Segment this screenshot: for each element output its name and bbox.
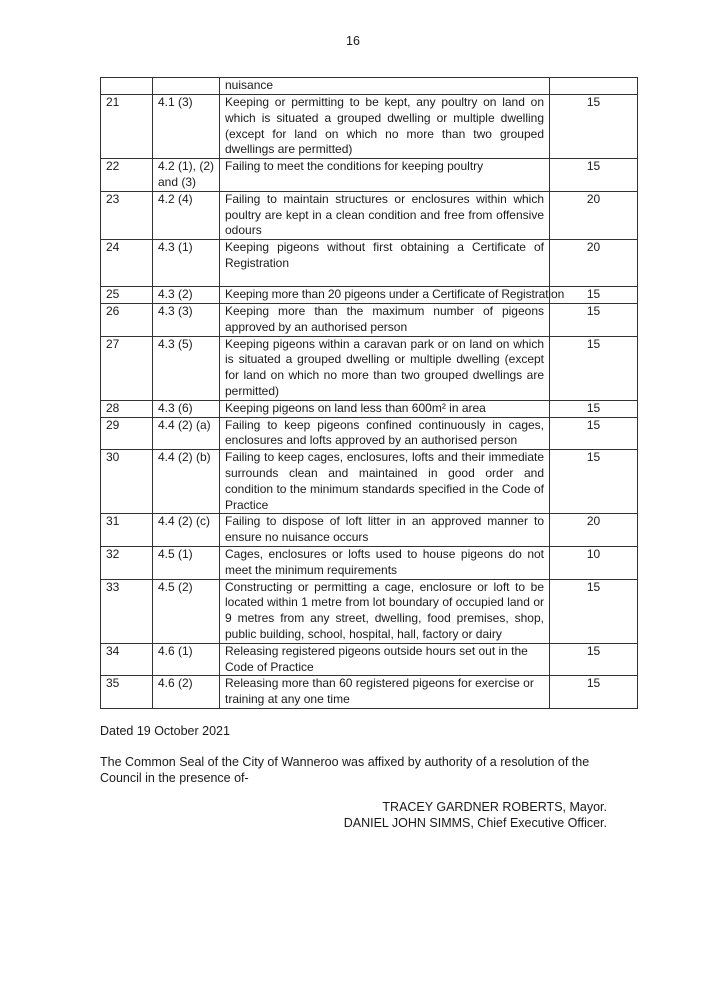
- table-row: [101, 450, 638, 514]
- offence-number-cell: 23: [101, 191, 153, 239]
- common-seal-statement: The Common Seal of the City of Wanneroo was affixed by authority of a resolution of the Council in the presence of-: [100, 755, 590, 785]
- description-cell: Failing to dispose of loft litter in an approved manner to ensure no nuisance occurs: [220, 514, 550, 547]
- offence-number-cell: 26: [101, 303, 153, 336]
- table-row: [101, 303, 638, 336]
- table-row: [101, 579, 638, 643]
- dated-line: Dated 19 October 2021: [100, 724, 230, 738]
- offence-number-cell: 22: [101, 159, 153, 192]
- table-row: [101, 336, 638, 400]
- offence-number-cell: 35: [101, 676, 153, 709]
- description-cell: nuisance: [220, 78, 550, 95]
- offence-number-cell: 24: [101, 240, 153, 287]
- table-row: [101, 78, 638, 95]
- table-row: [101, 287, 638, 304]
- description-cell: Failing to meet the conditions for keeping poultry: [220, 159, 550, 192]
- clause-cell: 4.4 (2) (c): [153, 514, 220, 547]
- penalty-units-cell: 15: [550, 417, 638, 450]
- table-row: [101, 400, 638, 417]
- offence-number-cell: 21: [101, 95, 153, 159]
- offence-number-cell: 27: [101, 336, 153, 400]
- penalty-units-cell: 15: [550, 450, 638, 514]
- penalty-units-cell: 15: [550, 159, 638, 192]
- clause-cell: 4.4 (2) (a): [153, 417, 220, 450]
- clause-cell: 4.3 (5): [153, 336, 220, 400]
- clause-cell: 4.5 (1): [153, 546, 220, 579]
- description-cell: Keeping more than 20 pigeons under a Certificate of Registration: [220, 287, 550, 304]
- penalty-units-cell: 15: [550, 643, 638, 676]
- offence-number-cell: 25: [101, 287, 153, 304]
- description-cell: Releasing more than 60 registered pigeons for exercise or training at any one time: [220, 676, 550, 709]
- description-cell: Cages, enclosures or lofts used to house pigeons do not meet the minimum requirements: [220, 546, 550, 579]
- penalty-units-cell: 15: [550, 336, 638, 400]
- description-cell: Releasing registered pigeons outside hours set out in the Code of Practice: [220, 643, 550, 676]
- clause-cell: 4.5 (2): [153, 579, 220, 643]
- description-cell: Keeping pigeons within a caravan park or on land on which is situated a grouped dwelling or multiple dwelling (except for land on which no more than two grouped dwellings are permitted): [220, 336, 550, 400]
- penalty-units-cell: 15: [550, 95, 638, 159]
- offences-table-body: [101, 78, 638, 709]
- offence-number-cell: 28: [101, 400, 153, 417]
- description-cell: Failing to maintain structures or enclosures within which poultry are kept in a clean condition and free from offensive odours: [220, 191, 550, 239]
- offence-number-cell: [101, 78, 153, 95]
- penalty-units-cell: 15: [550, 579, 638, 643]
- offence-number-cell: 31: [101, 514, 153, 547]
- penalty-units-cell: [550, 78, 638, 95]
- clause-cell: 4.3 (3): [153, 303, 220, 336]
- table-row: [101, 514, 638, 547]
- table-row: [101, 95, 638, 159]
- clause-cell: 4.4 (2) (b): [153, 450, 220, 514]
- clause-cell: 4.3 (2): [153, 287, 220, 304]
- offence-number-cell: 33: [101, 579, 153, 643]
- clause-cell: 4.6 (2): [153, 676, 220, 709]
- penalty-units-cell: 20: [550, 514, 638, 547]
- description-cell: Keeping more than the maximum number of pigeons approved by an authorised person: [220, 303, 550, 336]
- penalty-units-cell: 15: [550, 287, 638, 304]
- description-cell: Keeping pigeons on land less than 600m² in area: [220, 400, 550, 417]
- clause-cell: [153, 78, 220, 95]
- description-cell: Keeping or permitting to be kept, any poultry on land on which is situated a grouped dwelling or multiple dwelling (except for land on which no more than two grouped dwellings are permitted): [220, 95, 550, 159]
- page-number: 16: [346, 34, 360, 48]
- offences-table: [100, 77, 638, 709]
- penalty-units-cell: 15: [550, 676, 638, 709]
- table-row: [101, 546, 638, 579]
- clause-cell: 4.2 (4): [153, 191, 220, 239]
- offence-number-cell: 32: [101, 546, 153, 579]
- table-row: [101, 240, 638, 287]
- penalty-units-cell: 10: [550, 546, 638, 579]
- clause-cell: 4.6 (1): [153, 643, 220, 676]
- ceo-signatory: DANIEL JOHN SIMMS, Chief Executive Officer.: [343, 816, 607, 830]
- offence-number-cell: 29: [101, 417, 153, 450]
- table-row: [101, 643, 638, 676]
- clause-cell: 4.3 (6): [153, 400, 220, 417]
- description-cell: Keeping pigeons without first obtaining a Certificate of Registration: [220, 240, 550, 287]
- table-row: [101, 676, 638, 709]
- offence-number-cell: 30: [101, 450, 153, 514]
- penalty-units-cell: 20: [550, 240, 638, 287]
- description-cell: Failing to keep cages, enclosures, lofts and their immediate surrounds clean and maintained in good order and condition to the minimum standards specified in the Code of Practice: [220, 450, 550, 514]
- table-row: [101, 417, 638, 450]
- clause-cell: 4.3 (1): [153, 240, 220, 287]
- penalty-units-cell: 15: [550, 400, 638, 417]
- description-cell: Constructing or permitting a cage, enclosure or loft to be located within 1 metre from lot boundary of occupied land or 9 metres from any street, dwelling, food premises, shop, public building, school, hospital, hall, factory or dairy: [220, 579, 550, 643]
- table-row: [101, 191, 638, 239]
- offence-number-cell: 34: [101, 643, 153, 676]
- clause-cell: 4.1 (3): [153, 95, 220, 159]
- penalty-units-cell: 15: [550, 303, 638, 336]
- clause-cell: 4.2 (1), (2) and (3): [153, 159, 220, 192]
- mayor-signatory: TRACEY GARDNER ROBERTS, Mayor.: [382, 800, 607, 814]
- description-cell: Failing to keep pigeons confined continuously in cages, enclosures and lofts approved by an authorised person: [220, 417, 550, 450]
- penalty-units-cell: 20: [550, 191, 638, 239]
- table-row: [101, 159, 638, 192]
